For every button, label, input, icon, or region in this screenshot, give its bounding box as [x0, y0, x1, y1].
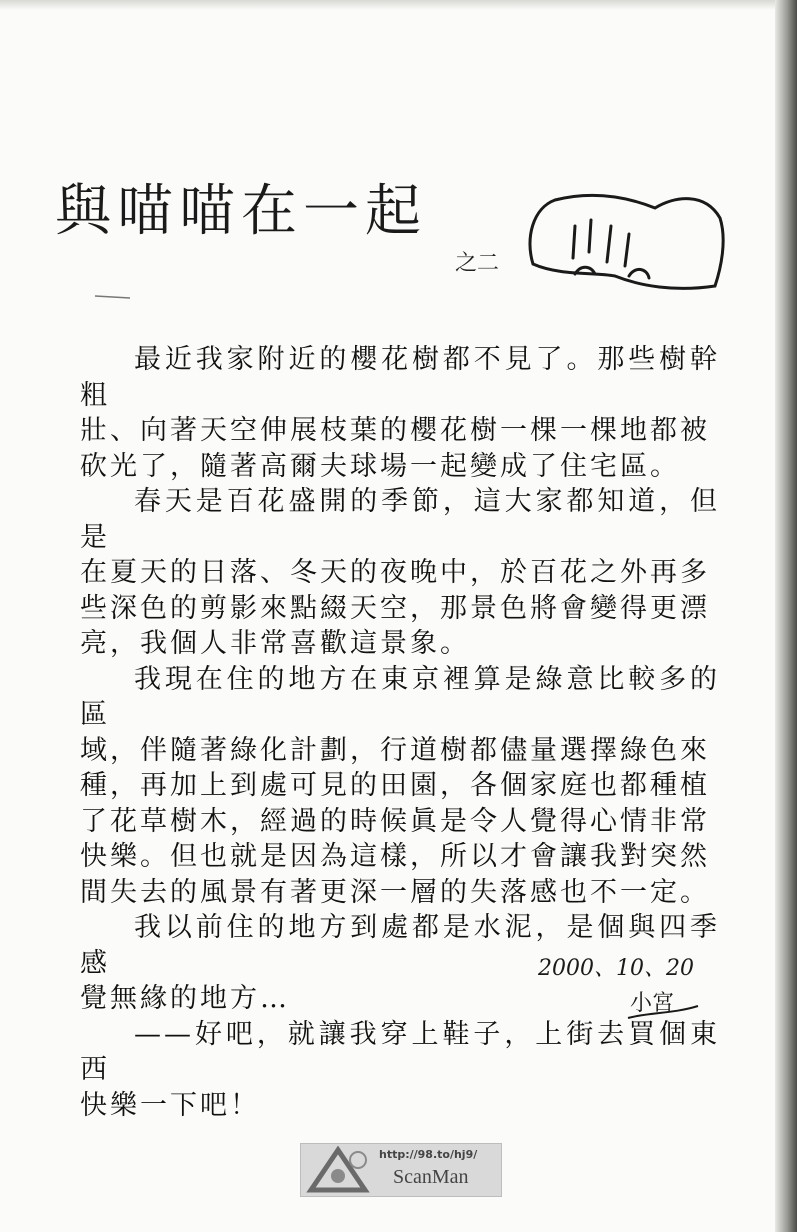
watermark-name: ScanMan	[393, 1166, 469, 1188]
signature-date: 2000、10、20	[538, 956, 694, 981]
paragraph-3: 我現在住的地方在東京裡算是綠意比較多的區 域，伴隨著綠化計劃，行道樹都儘量選擇綠色來 種，再加上到處可見的田園，各個家庭也都種植 了花草樹木，經過的時候眞是令人覺得心情非常 快樂。但也就是因為這樣，所以才會讓我對突然 間失去的風景有著更深一層的失落感也不一定。	[80, 663, 720, 908]
signature-name: 小宮	[630, 991, 675, 1016]
watermark-url: http://98.to/hj9/	[379, 1148, 478, 1161]
paragraph-4: 我以前住的地方到處都是水泥，是個與四季感 覺無緣的地方…	[80, 912, 720, 1014]
paragraph-5: ——好吧，就讓我穿上鞋子，上街去買個東西 快樂一下吧！	[80, 1018, 720, 1121]
handwritten-title	[55, 168, 755, 308]
essay-body	[80, 342, 720, 1123]
scanman-watermark	[300, 1143, 502, 1197]
book-spine-shadow	[775, 0, 797, 1232]
title-underline-stroke	[95, 296, 130, 298]
paragraph-1: 最近我家附近的櫻花樹都不見了。那些樹幹粗 壯、向著天空伸展枝葉的櫻花樹一棵一棵地都被 砍光了，隨著高爾夫球場一起變成了住宅區。	[80, 344, 720, 482]
paragraph-2: 春天是百花盛開的季節，這大家都知道，但是 在夏天的日落、冬天的夜晚中，於百花之外再多 些深色的剪影來點綴天空，那景色將會變得更漂 亮，我個人非常喜歡這景象。	[80, 486, 720, 659]
title-sub: 之二	[455, 251, 500, 276]
cat-doodle-icon	[530, 195, 723, 288]
scan-top-shadow	[0, 0, 797, 10]
scanman-logo-icon	[303, 1146, 373, 1194]
title-main: 與喵喵在一起	[55, 179, 427, 244]
